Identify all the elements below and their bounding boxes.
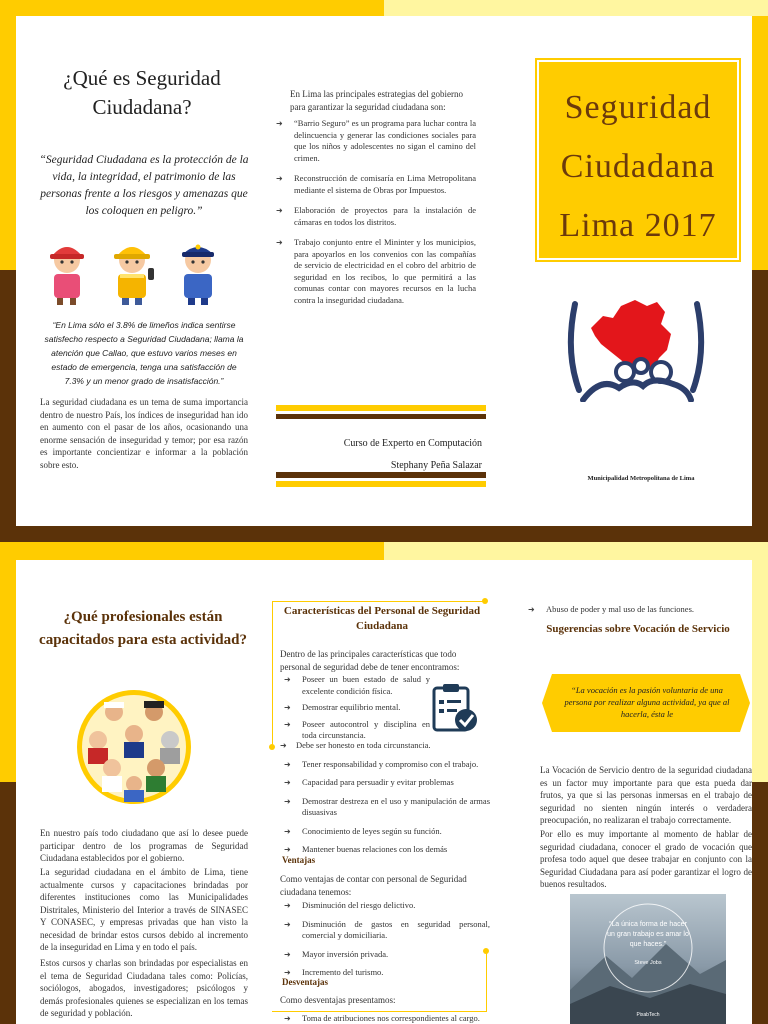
deco-dot xyxy=(269,744,275,750)
kids-illustration xyxy=(48,234,218,306)
arrow-bullet-icon: ➜ xyxy=(284,845,291,854)
cover-title xyxy=(539,62,737,255)
firefighter-kid xyxy=(50,247,84,305)
vocation-p2: Por ello es muy importante al momento de hablar de seguridad ciudadana, conocer el grado de vocación que profesa todo aquel que desee trabajar en conjunto con la Seguridad Ciudadana para así poder garantizar el logro de buenos resultados. xyxy=(540,829,752,889)
strategy-item: ➜ Reconstrucción de comisaría en Lima Metropolitana mediante el sistema de Obras por Impuestos. xyxy=(276,173,476,195)
characteristic-item: ➜ Demostrar destreza en el uso y manipulación de armas disuasivas xyxy=(284,795,490,817)
divider-brown-2 xyxy=(276,472,486,478)
brochure-outside xyxy=(16,16,752,526)
strategies-intro: En Lima las principales estrategias del gobierno para garantizar la seguridad ciudadana son: xyxy=(290,89,463,112)
professionals-p1: En nuestro país todo ciudadano que así lo desee puede participar dentro de los programas de Seguridad Ciudadana establecidos por el gobierno. xyxy=(40,828,248,863)
divider-yellow xyxy=(276,405,486,411)
mountain-image xyxy=(570,894,726,1024)
deco-line xyxy=(272,601,273,747)
strategy-item: ➜ “Barrio Seguro” es un programa para luchar contra la delincuencia y generar las condiciones sociales para que los niños y adolescentes no sigan el camino del crimen. xyxy=(276,118,476,163)
photo-author: Steve Jobs xyxy=(634,960,662,966)
arrow-bullet-icon: ➜ xyxy=(276,238,283,247)
panel1-title-line2: Ciudadana? xyxy=(92,95,192,119)
peru-family-logo xyxy=(561,292,711,402)
cover-title-line2: Ciudadana xyxy=(560,148,716,185)
deco-line xyxy=(272,1011,487,1012)
arrow-bullet-icon: ➜ xyxy=(284,796,291,806)
divider-brown xyxy=(276,414,486,419)
lima-stat-quote: “En Lima sólo el 3.8% de limeños indica sentirse satisfecho respecto a Seguridad Ciudadana; llama la atención que Callao, que estuvo varios meses en estado de emergencia, tenga una satisfacción de 7.3% y un menor grado de insatisfacción.” xyxy=(44,320,244,386)
arrow-bullet-icon: ➜ xyxy=(528,605,535,614)
cover-footer: Municipalidad Metropolitana de Lima xyxy=(587,475,695,482)
cover-title-box xyxy=(537,60,739,260)
course-name: Curso de Experto en Computación xyxy=(343,438,482,449)
characteristic-item: ➜ Tener responsabilidad y compromiso con el trabajo. xyxy=(284,758,479,769)
vocation-title: Sugerencias sobre Vocación de Servicio xyxy=(546,623,730,635)
arrow-bullet-icon: ➜ xyxy=(284,949,291,959)
panel1-title xyxy=(26,64,258,122)
ventajas-heading: Ventajas xyxy=(282,855,316,865)
arrow-bullet-icon: ➜ xyxy=(284,901,291,910)
arrow-bullet-icon: ➜ xyxy=(284,778,291,787)
arrow-bullet-icon: ➜ xyxy=(276,206,283,215)
characteristics-intro: Dentro de las principales características que todo personal de seguridad debe de tener encontramos: xyxy=(280,649,460,672)
strategy-item: ➜ Trabajo conjunto entre el Mininter y los municipios, para apoyarlos en los convenios con las compañías de servicio de electricidad en el cobro del arbitrio de seguridad en los recibos, lo que permitirá a las comunas contar con mayores recursos en la lucha contra la inseguridad ciudadana. xyxy=(276,237,476,305)
author-name: Stephany Peña Salazar xyxy=(390,460,482,471)
arrow-bullet-icon: ➜ xyxy=(284,703,291,712)
vocation-callout: “La vocación es la pasión voluntaria de una persona por realizar alguna actividad, ya que al hacerla, ésta le xyxy=(564,685,730,719)
desventajas-heading: Desventajas xyxy=(282,977,328,987)
desventaja-item: ➜ Abuso de poder y mal uso de las funciones. xyxy=(528,604,695,614)
characteristic-item: ➜ Debe ser honesto en toda circunstancia. xyxy=(280,740,431,750)
professionals-p2: La seguridad ciudadana en el ámbito de Lima, tiene actualmente cursos y capacitaciones brindadas por diferentes instituciones como las Municipalidades Distritales, Ministerio del Interior a través de SINASEC Y CONASEC, y empresas privadas que han visto la necesidad de brindar estos cursos debido al incremento de la inseguridad en Lima y en todo el país. xyxy=(40,867,248,952)
desventajas-list xyxy=(280,1013,490,1024)
desventajas-intro: Como desventajas presentamos: xyxy=(280,995,396,1005)
vocation-p1: La Vocación de Servicio dentro de la seguridad ciudadana es un factor muy importante para que esta pueda dar frutos, ya que si las personas inmersas en el trabajo de seguridad no sienten ningún interés o verdadera preocupación, no realizaran el trabajo correctamente. xyxy=(540,765,752,825)
clipboard-check-icon xyxy=(428,680,480,736)
quote-photo xyxy=(570,894,726,1024)
desventaja-item: ➜ Toma de atribuciones nos correspondientes al cargo. xyxy=(284,1013,480,1023)
professionals-title: ¿Qué profesionales están capacitados para esta actividad? xyxy=(39,609,247,648)
professionals-illustration xyxy=(70,688,198,806)
arrow-bullet-icon: ➜ xyxy=(276,174,283,183)
cover-title-line3: Lima 2017 xyxy=(559,207,717,244)
characteristic-item: ➜ Capacidad para persuadir y evitar problemas xyxy=(284,777,454,787)
ventajas-intro: Como ventajas de contar con personal de Seguridad ciudadana tenemos: xyxy=(280,874,467,897)
characteristic-item: ➜ Conocimiento de leyes según su función. xyxy=(284,825,442,836)
panel1-title-line1: ¿Qué es Seguridad xyxy=(63,66,221,90)
photo-quote: “La única forma de hacer un gran trabajo es amar lo que haces.” xyxy=(607,921,689,948)
arrow-bullet-icon: ➜ xyxy=(276,119,283,128)
arrow-bullet-icon: ➜ xyxy=(284,968,291,977)
panel1-body: La seguridad ciudadana es un tema de suma importancia dentro de nuestro País, los índices de inseguridad han ido en aumento con el pasar de los años, ocasionando una enorme sensación de inseguridad y temor; por esa razón es importante concientizar e informar a la población sobre esto. xyxy=(40,397,248,470)
top-pale-band xyxy=(384,0,768,16)
divider-yellow-2 xyxy=(276,481,486,487)
definition-quote: “Seguridad Ciudadana es la protección de la vida, la integridad, el patrimonio de las personas frente a los riesgos y amenazas que los coloquen en peligro.” xyxy=(39,154,249,217)
photo-brand: PixabTech xyxy=(636,1012,660,1018)
characteristic-item: ➜ Poseer un buen estado de salud y excelente condición física. xyxy=(284,674,430,696)
characteristic-item: ➜ Poseer autocontrol y disciplina en toda circunstancia. xyxy=(284,718,430,740)
ventaja-item: ➜ Disminución de gastos en seguridad personal, comercial y domiciliaria. xyxy=(284,918,490,940)
characteristic-item: ➜ Demostrar equilibrio mental. xyxy=(284,702,401,712)
construction-kid xyxy=(114,247,154,305)
arrow-bullet-icon: ➜ xyxy=(284,919,291,929)
professionals-p3: Estos cursos y charlas son brindadas por especialistas en el tema de Seguridad Ciudadana tales como: Policías, sociólogos, abogados, investigadores; psicólogos y demás profesionales quienes se especializan en los temas de seguridad y población. xyxy=(40,958,248,1018)
strategy-item: ➜ Elaboración de proyectos para la instalación de cámaras en todos los distritos. xyxy=(276,205,476,227)
arrow-bullet-icon: ➜ xyxy=(284,675,291,684)
ventajas-list xyxy=(280,900,490,986)
arrow-bullet-icon: ➜ xyxy=(284,719,291,729)
brochure-inside xyxy=(16,560,752,1024)
police-kid xyxy=(182,245,214,306)
deco-line xyxy=(272,601,484,602)
arrow-bullet-icon: ➜ xyxy=(284,759,291,769)
characteristics-title: Características del Personal de Seguridad Ciudadana xyxy=(283,605,481,632)
arrow-bullet-icon: ➜ xyxy=(284,826,291,836)
arrow-bullet-icon: ➜ xyxy=(284,1014,291,1023)
ventaja-item: ➜ Mayor inversión privada. xyxy=(284,948,389,959)
ventaja-item: ➜ Incremento del turismo. xyxy=(284,967,384,977)
arrow-bullet-icon: ➜ xyxy=(280,741,287,750)
characteristics-list-a xyxy=(280,674,430,747)
characteristics-list-b xyxy=(280,740,490,863)
characteristic-item: ➜ Mantener buenas relaciones con los demás xyxy=(284,844,448,854)
ventaja-item: ➜ Disminución del riesgo delictivo. xyxy=(284,900,416,910)
cover-title-line1: Seguridad xyxy=(564,89,712,126)
strategies-list xyxy=(272,118,476,315)
